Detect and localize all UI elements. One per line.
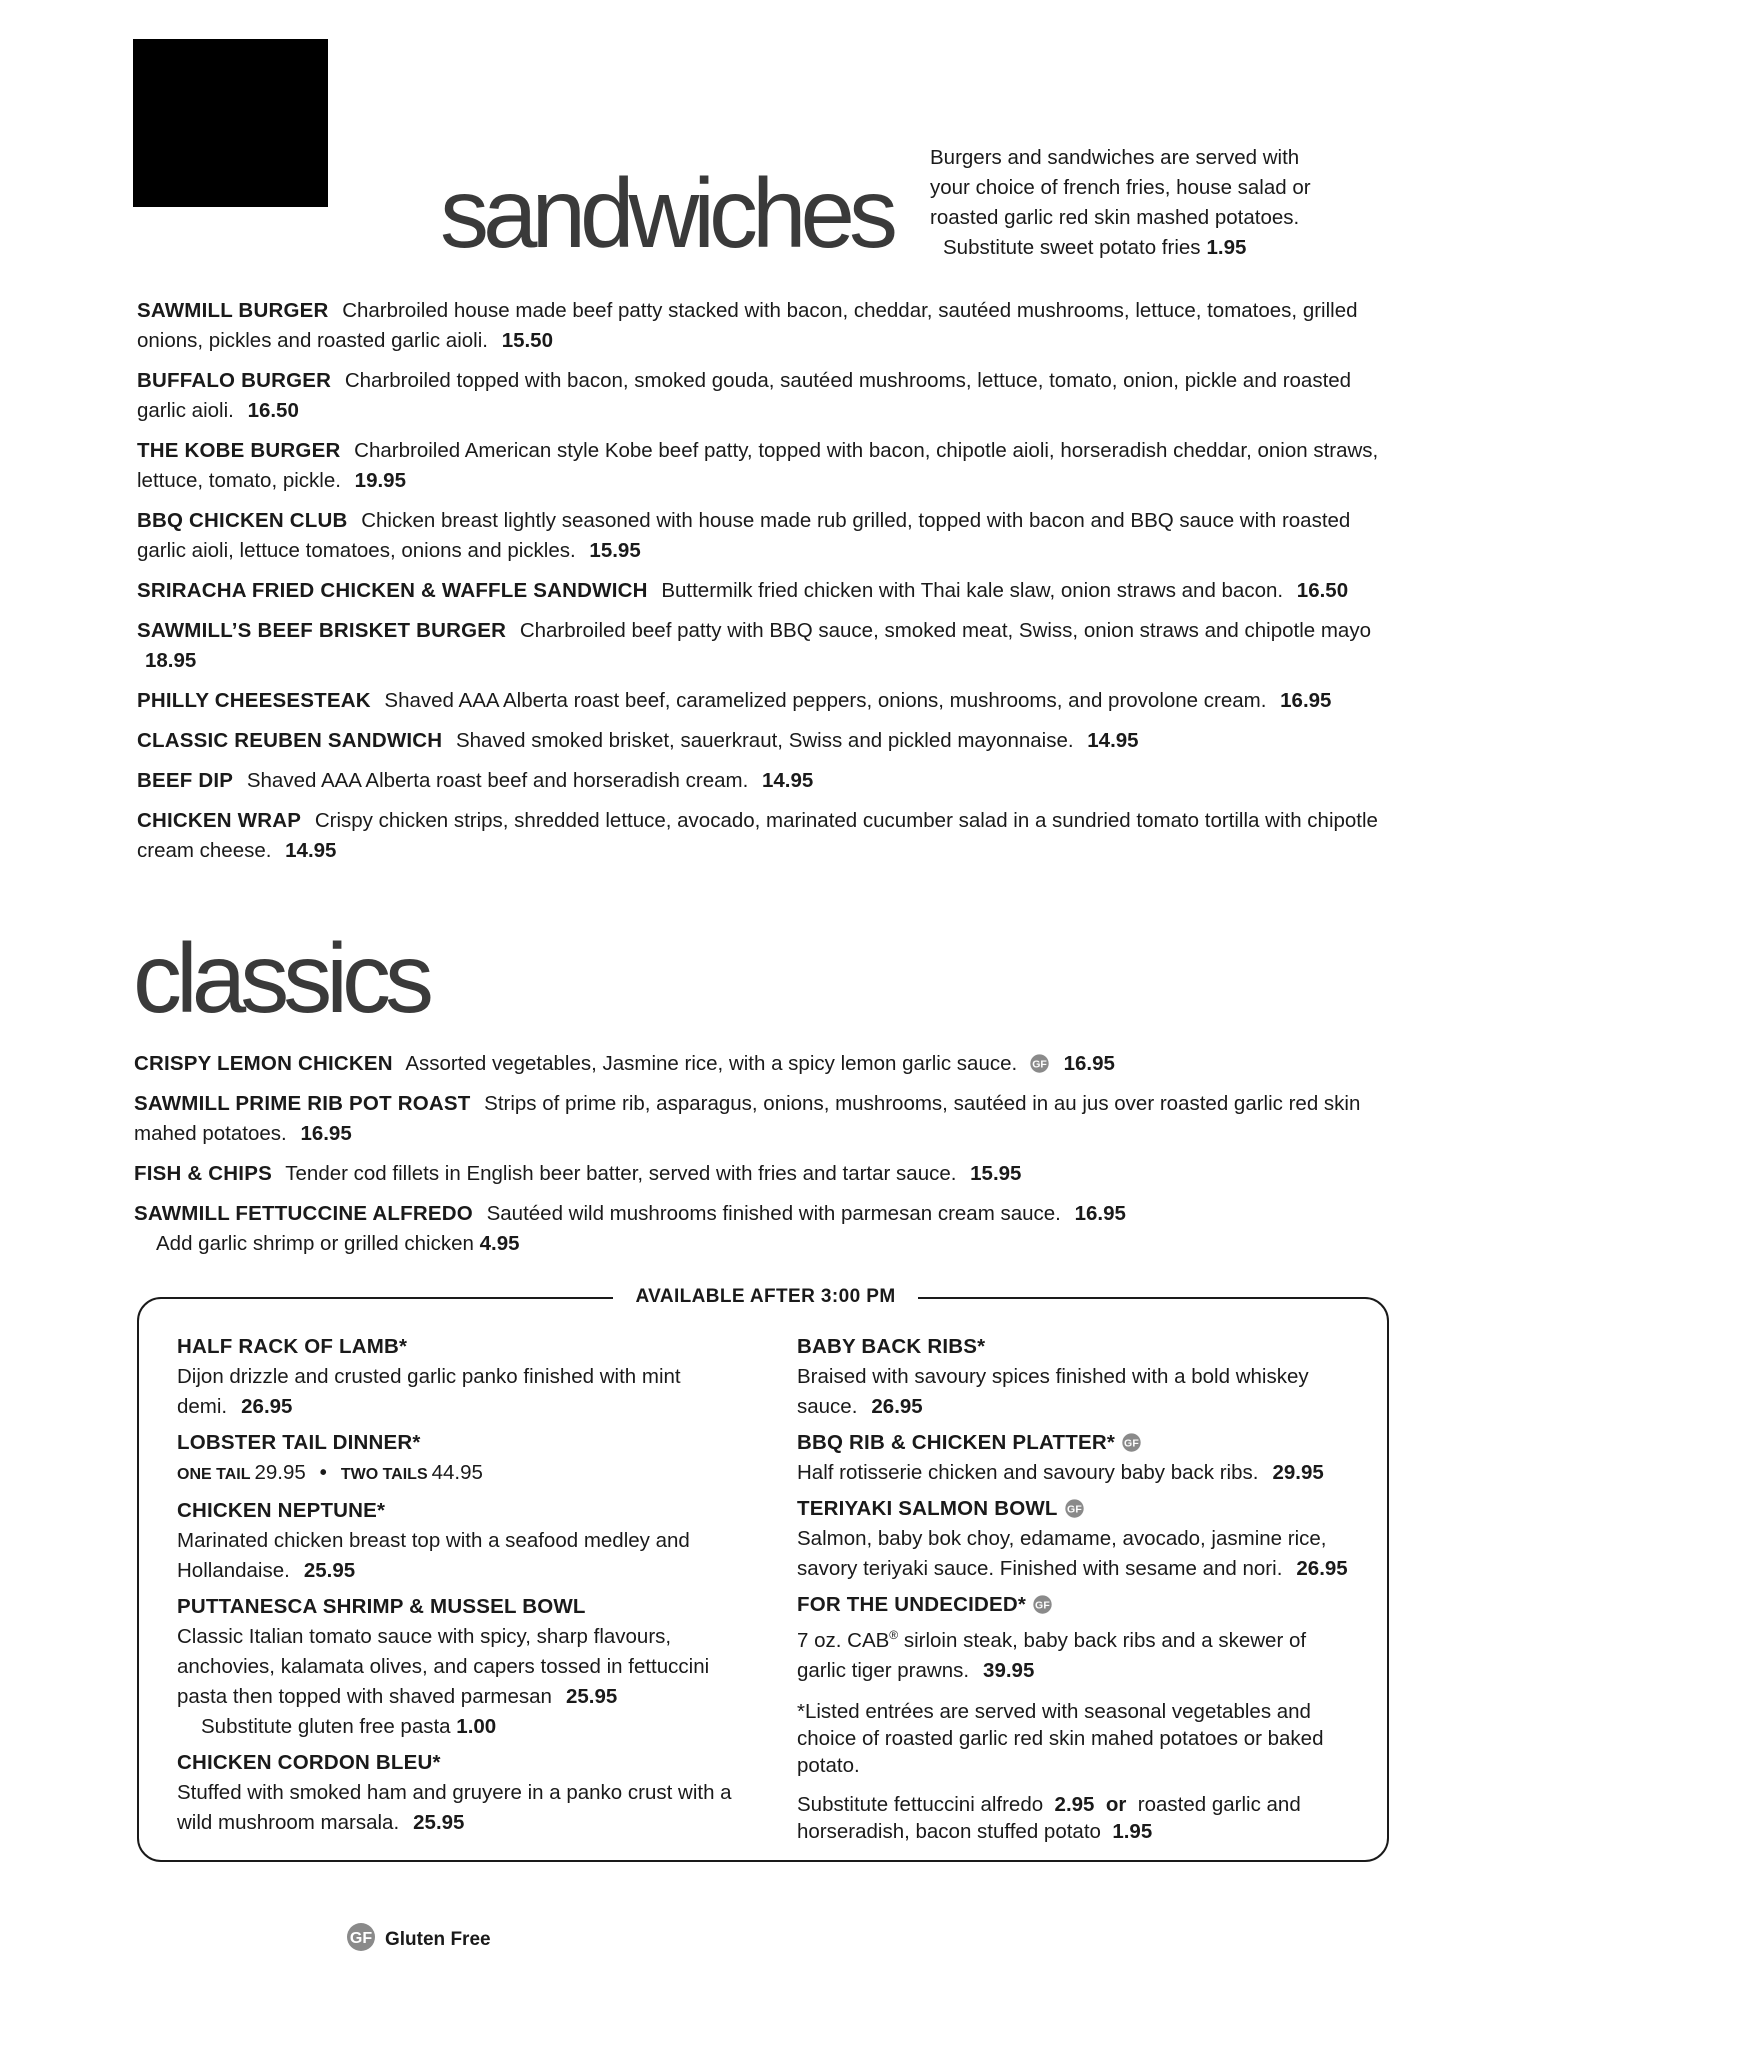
item-price: 19.95 bbox=[354, 469, 406, 492]
one-tail-price: 29.95 bbox=[254, 1461, 306, 1484]
item-price: 14.95 bbox=[285, 839, 337, 862]
entree-price: 26.95 bbox=[1296, 1557, 1348, 1580]
entree-name-row bbox=[797, 1494, 1357, 1524]
entree-desc-text: Marinated chicken breast top with a seafood medley and Hollandaise. bbox=[177, 1529, 690, 1582]
menu-item bbox=[134, 1089, 1394, 1149]
item-description: Charbroiled beef patty with BBQ sauce, smoked meat, Swiss, onion straws and chipotle mayo bbox=[519, 619, 1371, 642]
svg-text:GF: GF bbox=[1032, 1058, 1047, 1071]
item-description: Charbroiled topped with bacon, smoked gouda, sautéed mushrooms, lettuce, tomato, onion, pickle and roasted garlic aioli. bbox=[137, 369, 1352, 422]
gluten-free-icon bbox=[1032, 1594, 1053, 1615]
substitute-b-label: roasted garlic and horseradish, bacon stuffed potato bbox=[797, 1792, 1301, 1843]
entree bbox=[177, 1496, 737, 1586]
entree-desc-text: Half rotisserie chicken and savoury baby back ribs. bbox=[797, 1461, 1259, 1484]
entree-name: LOBSTER TAIL DINNER* bbox=[177, 1431, 421, 1454]
entree bbox=[797, 1332, 1357, 1422]
menu-item bbox=[137, 436, 1397, 496]
menu-item bbox=[137, 766, 1397, 796]
menu-item bbox=[137, 366, 1397, 426]
menu-item bbox=[137, 806, 1397, 866]
item-price: 15.95 bbox=[970, 1162, 1022, 1185]
item-description: Charbroiled American style Kobe beef patty, topped with bacon, chipotle aioli, horseradish cheddar, onion straws, lettuce, tomato, pickle. bbox=[137, 439, 1379, 492]
item-price: 14.95 bbox=[761, 769, 814, 792]
item-description: Tender cod fillets in English beer batter, served with fries and tartar sauce. bbox=[285, 1162, 957, 1185]
gluten-free-icon bbox=[1121, 1432, 1142, 1453]
entree-description bbox=[797, 1620, 1357, 1686]
entree-desc-text: Classic Italian tomato sauce with spicy, sharp flavours, anchovies, kalamata olives, and capers tossed in fettuccini pasta then topped with shaved parmesan bbox=[177, 1625, 710, 1708]
sandwich-list bbox=[137, 296, 1397, 876]
entree-name: CHICKEN NEPTUNE* bbox=[177, 1499, 386, 1522]
item-price: 18.95 bbox=[145, 649, 197, 672]
menu-item bbox=[137, 576, 1397, 606]
entree-desc-text: Salmon, baby bok choy, edamame, avocado, jasmine rice, savory teriyaki sauce. Finished with sesame and nori. bbox=[797, 1527, 1327, 1580]
entree bbox=[797, 1428, 1357, 1488]
menu-item bbox=[134, 1049, 1394, 1079]
menu-item bbox=[137, 686, 1397, 716]
svg-text:GF: GF bbox=[1035, 1599, 1051, 1612]
entree-price: 25.95 bbox=[565, 1685, 618, 1708]
entree-description bbox=[797, 1362, 1357, 1422]
registered-mark: ® bbox=[889, 1628, 899, 1642]
item-price: 16.50 bbox=[247, 399, 299, 422]
item-price: 16.95 bbox=[1063, 1052, 1115, 1075]
item-price: 16.95 bbox=[300, 1122, 352, 1145]
entree-description bbox=[177, 1526, 737, 1586]
item-name: BUFFALO BURGER bbox=[137, 369, 332, 392]
item-name: CHICKEN WRAP bbox=[137, 809, 302, 832]
menu-item bbox=[137, 296, 1397, 356]
lobster-tail-options bbox=[177, 1458, 737, 1490]
gluten-free-legend bbox=[345, 1921, 491, 1955]
substitute-label: Substitute gluten free pasta bbox=[201, 1715, 451, 1738]
item-description: Sautéed wild mushrooms finished with parmesan cream sauce. bbox=[486, 1202, 1061, 1225]
two-tails-price: 44.95 bbox=[431, 1461, 483, 1484]
item-price: 14.95 bbox=[1087, 729, 1139, 752]
entree-description bbox=[797, 1524, 1357, 1584]
sandwiches-intro bbox=[930, 143, 1350, 263]
item-price: 16.50 bbox=[1296, 579, 1349, 602]
intro-line: Burgers and sandwiches are served with bbox=[930, 146, 1300, 169]
item-name: SAWMILL BURGER bbox=[137, 299, 329, 322]
item-description: Shaved smoked brisket, sauerkraut, Swiss and pickled mayonnaise. bbox=[455, 729, 1074, 752]
after-three-right-column bbox=[797, 1332, 1357, 1845]
entree-name-row bbox=[797, 1428, 1357, 1458]
entree-price: 26.95 bbox=[871, 1395, 923, 1418]
item-name: BBQ CHICKEN CLUB bbox=[137, 509, 348, 532]
entree-desc-post: sirloin steak, baby back ribs and a skewer of garlic tiger prawns. bbox=[797, 1628, 1307, 1682]
intro-line: roasted garlic red skin mashed potatoes. bbox=[930, 206, 1300, 229]
entree-name: BABY BACK RIBS* bbox=[797, 1335, 986, 1358]
substitute-price: 1.00 bbox=[456, 1715, 497, 1738]
item-name: THE KOBE BURGER bbox=[137, 439, 341, 462]
entree bbox=[177, 1332, 737, 1422]
entree-price: 25.95 bbox=[413, 1811, 465, 1834]
entree-name: CHICKEN CORDON BLEU* bbox=[177, 1751, 441, 1774]
two-tails-label: TWO TAILS bbox=[340, 1466, 428, 1483]
item-name: BEEF DIP bbox=[137, 769, 234, 792]
item-description: Strips of prime rib, asparagus, onions, mushrooms, sautéed in au jus over roasted garlic red skin mahed potatoes. bbox=[134, 1092, 1361, 1145]
entree-price: 29.95 bbox=[1272, 1461, 1324, 1484]
addon-price: 4.95 bbox=[479, 1232, 520, 1255]
legend-label: Gluten Free bbox=[385, 1929, 491, 1950]
classics-list bbox=[134, 1049, 1394, 1269]
after-three-label: AVAILABLE AFTER 3:00 PM bbox=[613, 1281, 918, 1313]
item-price: 16.95 bbox=[1280, 689, 1332, 712]
substitute-a-label: Substitute fettuccini alfredo bbox=[797, 1792, 1044, 1816]
item-name: CLASSIC REUBEN SANDWICH bbox=[137, 729, 443, 752]
item-description: Chicken breast lightly seasoned with house made rub grilled, topped with bacon and BBQ sauce with roasted garlic aioli, lettuce tomatoes, onions and pickles. bbox=[137, 509, 1351, 562]
entree-name: PUTTANESCA SHRIMP & MUSSEL BOWL bbox=[177, 1595, 586, 1618]
gluten-free-icon bbox=[345, 1921, 377, 1953]
entree-description bbox=[177, 1778, 737, 1838]
item-name: PHILLY CHEESESTEAK bbox=[137, 689, 371, 712]
item-name: SAWMILL PRIME RIB POT ROAST bbox=[134, 1092, 471, 1115]
gluten-free-icon bbox=[1029, 1053, 1050, 1074]
entree-desc-pre: 7 oz. CAB bbox=[797, 1628, 890, 1652]
gluten-free-icon bbox=[1064, 1498, 1085, 1519]
svg-text:GF: GF bbox=[349, 1930, 373, 1947]
menu-item bbox=[137, 506, 1397, 566]
substitute-price: 1.95 bbox=[1206, 236, 1247, 259]
entree-description bbox=[177, 1362, 737, 1422]
item-price: 16.95 bbox=[1074, 1202, 1126, 1225]
entree-name: FOR THE UNDECIDED* bbox=[797, 1593, 1027, 1616]
classics-title: classics bbox=[133, 923, 429, 1033]
substitute-a-price: 2.95 bbox=[1054, 1792, 1095, 1816]
item-name: SAWMILL FETTUCCINE ALFREDO bbox=[134, 1202, 473, 1225]
entree-name-row bbox=[797, 1590, 1357, 1620]
item-description: Buttermilk fried chicken with Thai kale slaw, onion straws and bacon. bbox=[661, 579, 1284, 602]
entree-name: HALF RACK OF LAMB* bbox=[177, 1335, 408, 1358]
entree-desc-text: Braised with savoury spices finished with a bold whiskey sauce. bbox=[797, 1365, 1309, 1418]
one-tail-label: ONE TAIL bbox=[177, 1466, 251, 1483]
entree-price: 25.95 bbox=[303, 1559, 356, 1582]
separator-dot: • bbox=[319, 1462, 327, 1484]
entree bbox=[177, 1748, 737, 1838]
item-price: 15.50 bbox=[501, 329, 553, 352]
menu-item bbox=[134, 1159, 1394, 1189]
intro-substitute bbox=[930, 233, 1350, 263]
menu-item bbox=[137, 726, 1397, 756]
entree-price: 39.95 bbox=[983, 1658, 1035, 1682]
entree bbox=[177, 1428, 737, 1490]
entree bbox=[797, 1494, 1357, 1584]
menu-item bbox=[137, 616, 1397, 676]
entree-description bbox=[177, 1622, 737, 1712]
item-description: Shaved AAA Alberta roast beef and horseradish cream. bbox=[246, 769, 749, 792]
menu-item bbox=[134, 1199, 1394, 1259]
item-description: Crispy chicken strips, shredded lettuce, avocado, marinated cucumber salad in a sundried tomato tortilla with chipotle cream cheese. bbox=[137, 809, 1378, 862]
item-description: Shaved AAA Alberta roast beef, caramelized peppers, onions, mushrooms, and provolone cream. bbox=[384, 689, 1267, 712]
item-name: SAWMILL’S BEEF BRISKET BURGER bbox=[137, 619, 507, 642]
item-name: FISH & CHIPS bbox=[134, 1162, 272, 1185]
entree-desc-text: Dijon drizzle and crusted garlic panko finished with mint demi. bbox=[177, 1365, 681, 1418]
addon-label: Add garlic shrimp or grilled chicken bbox=[156, 1232, 474, 1255]
entree-substitutions bbox=[797, 1791, 1357, 1845]
intro-line: your choice of french fries, house salad or bbox=[930, 176, 1311, 199]
item-name: CRISPY LEMON CHICKEN bbox=[134, 1052, 393, 1075]
after-three-left-column bbox=[177, 1332, 737, 1844]
entree-price: 26.95 bbox=[241, 1395, 293, 1418]
item-price: 15.95 bbox=[589, 539, 641, 562]
entree-substitute bbox=[177, 1712, 737, 1742]
item-name: SRIRACHA FRIED CHICKEN & WAFFLE SANDWICH bbox=[137, 579, 648, 602]
substitute-b-price: 1.95 bbox=[1112, 1819, 1153, 1843]
entree bbox=[177, 1592, 737, 1742]
entree-name: TERIYAKI SALMON BOWL bbox=[797, 1497, 1058, 1520]
svg-text:GF: GF bbox=[1124, 1437, 1139, 1450]
entree-description bbox=[797, 1458, 1357, 1488]
substitute-label: Substitute sweet potato fries bbox=[943, 236, 1201, 259]
sandwiches-title: sandwiches bbox=[440, 158, 893, 268]
entree bbox=[797, 1590, 1357, 1686]
entree-name: BBQ RIB & CHICKEN PLATTER* bbox=[797, 1431, 1116, 1454]
substitute-or: or bbox=[1105, 1792, 1127, 1816]
item-description: Assorted vegetables, Jasmine rice, with a spicy lemon garlic sauce. bbox=[405, 1052, 1018, 1075]
svg-text:GF: GF bbox=[1066, 1503, 1082, 1516]
item-addon bbox=[134, 1229, 1394, 1259]
item-description: Charbroiled house made beef patty stacked with bacon, cheddar, sautéed mushrooms, lettuce, tomatoes, grilled onions, pickles and roasted garlic aioli. bbox=[137, 299, 1358, 352]
entree-note: *Listed entrées are served with seasonal vegetables and choice of roasted garlic red skin mahed potatoes or baked potato. bbox=[797, 1699, 1324, 1777]
entree-desc-text: Stuffed with smoked ham and gruyere in a panko crust with a wild mushroom marsala. bbox=[177, 1781, 732, 1834]
logo-block bbox=[133, 39, 328, 207]
